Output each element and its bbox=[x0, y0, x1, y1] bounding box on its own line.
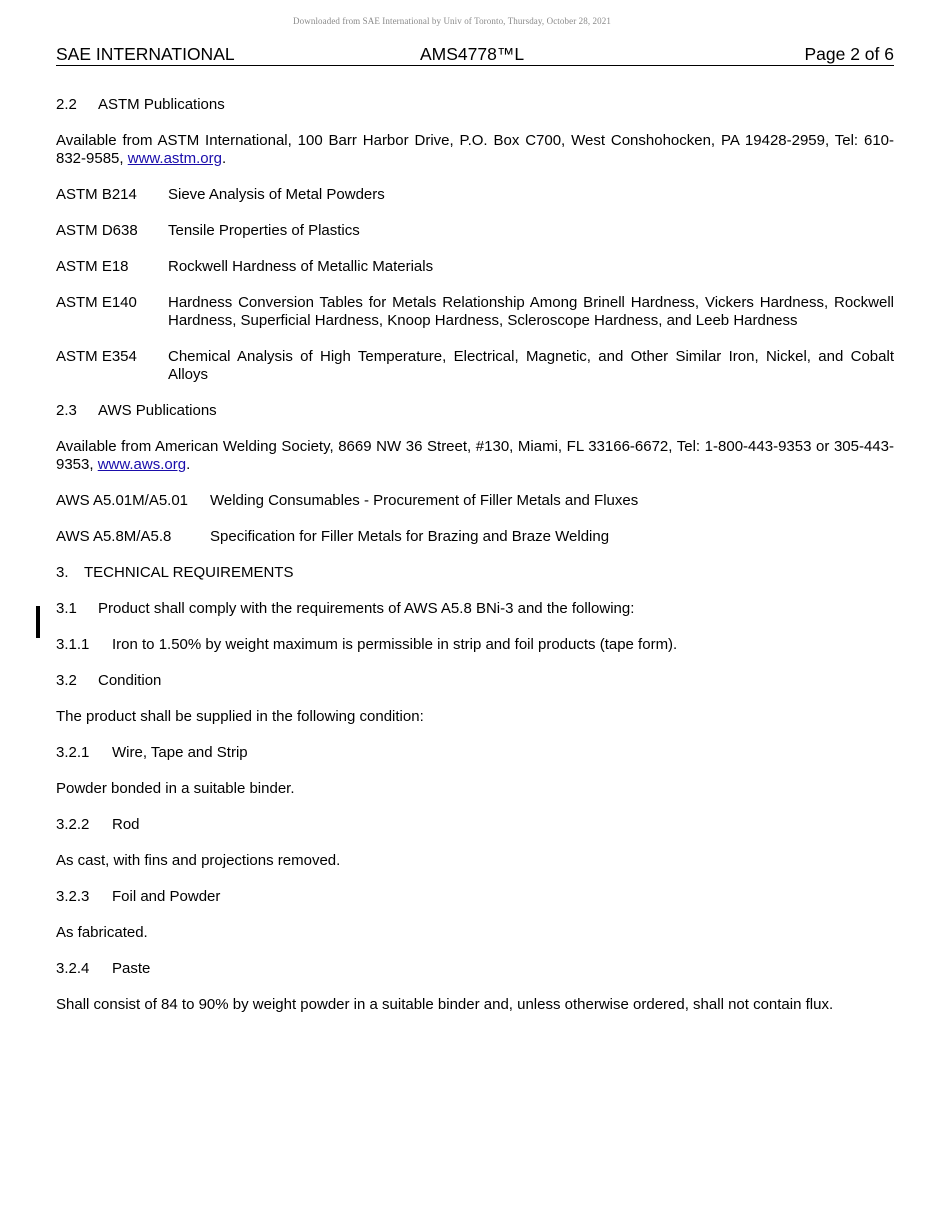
requirement-text: Product shall comply with the requirements of AWS A5.8 BNi-3 and the following: bbox=[98, 600, 635, 617]
section-number: 3.2.1 bbox=[56, 744, 90, 761]
section-title: Rod bbox=[112, 816, 140, 833]
document-body bbox=[56, 96, 894, 1032]
condition-text: Shall consist of 84 to 90% by weight powder in a suitable binder and, unless otherwise ordered, shall not contain flux. bbox=[56, 996, 834, 1013]
section-heading-3-2-3 bbox=[56, 888, 894, 906]
section-heading-3-2-4 bbox=[56, 960, 894, 978]
reference-code: ASTM E140 bbox=[56, 294, 137, 311]
section-title: Condition bbox=[98, 672, 162, 689]
condition-text: Powder bonded in a suitable binder. bbox=[56, 780, 295, 797]
requirement-3-1-1 bbox=[56, 636, 894, 654]
section-title: TECHNICAL REQUIREMENTS bbox=[84, 564, 294, 581]
astm-availability-paragraph bbox=[56, 132, 894, 168]
reference-title: Specification for Filler Metals for Brazing and Braze Welding bbox=[210, 528, 610, 545]
reference-code: ASTM E18 bbox=[56, 258, 129, 275]
section-number: 3.2.3 bbox=[56, 888, 90, 905]
section-title: Paste bbox=[112, 960, 151, 977]
condition-text: As fabricated. bbox=[56, 924, 148, 941]
section-title: Wire, Tape and Strip bbox=[112, 744, 248, 761]
header-doc-id: AMS4778™L bbox=[420, 44, 525, 64]
reference-code: AWS A5.8M/A5.8 bbox=[56, 528, 172, 545]
download-watermark: Downloaded from SAE International by Univ of Toronto, Thursday, October 28, 2021 bbox=[293, 16, 611, 26]
section-number: 3. bbox=[56, 564, 69, 581]
reference-entry bbox=[56, 348, 894, 384]
aws-availability-paragraph bbox=[56, 438, 894, 474]
section-title: Foil and Powder bbox=[112, 888, 221, 905]
revision-change-bar bbox=[36, 606, 40, 638]
astm-availability-text: Available from ASTM International, 100 Barr Harbor Drive, P.O. Box C700, West Conshohocken, PA 19428-2959, Tel: 610-832-9585, bbox=[56, 132, 894, 167]
section-title: AWS Publications bbox=[98, 402, 217, 419]
section-number: 2.3 bbox=[56, 402, 77, 419]
aws-availability-text: Available from American Welding Society, 8669 NW 36 Street, #130, Miami, FL 33166-6672, Tel: 1-800-443-9353 or 305-443-9353, bbox=[56, 438, 894, 473]
reference-title: Welding Consumables - Procurement of Filler Metals and Fluxes bbox=[210, 492, 639, 509]
reference-entry bbox=[56, 258, 894, 276]
reference-code: ASTM D638 bbox=[56, 222, 138, 239]
reference-entry bbox=[56, 492, 894, 510]
section-heading-3-2 bbox=[56, 672, 894, 690]
condition-text: As cast, with fins and projections removed. bbox=[56, 852, 341, 869]
reference-code: AWS A5.01M/A5.01 bbox=[56, 492, 189, 509]
aws-website-link[interactable]: www.aws.org bbox=[97, 456, 187, 473]
reference-title: Tensile Properties of Plastics bbox=[168, 222, 360, 239]
reference-title: Hardness Conversion Tables for Metals Relationship Among Brinell Hardness, Vickers Hardness, Rockwell Hardness, Superficial Hardness, Knoop Hardness, Scleroscope Hardness, and Leeb Hardness bbox=[168, 294, 894, 329]
section-number: 3.1 bbox=[56, 600, 77, 617]
period: . bbox=[221, 150, 227, 167]
header-org: SAE INTERNATIONAL bbox=[56, 44, 235, 64]
reference-title: Rockwell Hardness of Metallic Materials bbox=[168, 258, 434, 275]
section-number: 3.2.4 bbox=[56, 960, 90, 977]
reference-title: Chemical Analysis of High Temperature, Electrical, Magnetic, and Other Similar Iron, Nickel, and Cobalt Alloys bbox=[168, 348, 894, 383]
reference-entry bbox=[56, 294, 894, 330]
section-number: 3.1.1 bbox=[56, 636, 90, 653]
requirement-3-1 bbox=[56, 600, 894, 618]
header-page-number: Page 2 of 6 bbox=[804, 44, 894, 64]
requirement-text: Iron to 1.50% by weight maximum is permissible in strip and foil products (tape form). bbox=[112, 636, 678, 653]
period: . bbox=[186, 456, 191, 473]
section-heading-3-2-1 bbox=[56, 744, 894, 762]
condition-intro: The product shall be supplied in the following condition: bbox=[56, 708, 424, 725]
reference-code: ASTM E354 bbox=[56, 348, 137, 365]
reference-entry bbox=[56, 186, 894, 204]
section-number: 3.2 bbox=[56, 672, 77, 689]
reference-code: ASTM B214 bbox=[56, 186, 137, 203]
page-header bbox=[56, 43, 894, 66]
section-title: ASTM Publications bbox=[98, 96, 225, 113]
section-number: 2.2 bbox=[56, 96, 77, 113]
reference-entry bbox=[56, 528, 894, 546]
reference-entry bbox=[56, 222, 894, 240]
reference-title: Sieve Analysis of Metal Powders bbox=[168, 186, 385, 203]
astm-website-link[interactable]: www.astm.org bbox=[127, 150, 222, 167]
section-heading-3-2-2 bbox=[56, 816, 894, 834]
section-heading-2-3 bbox=[56, 402, 894, 420]
section-number: 3.2.2 bbox=[56, 816, 90, 833]
section-heading-3 bbox=[56, 564, 894, 582]
section-heading-2-2 bbox=[56, 96, 894, 114]
